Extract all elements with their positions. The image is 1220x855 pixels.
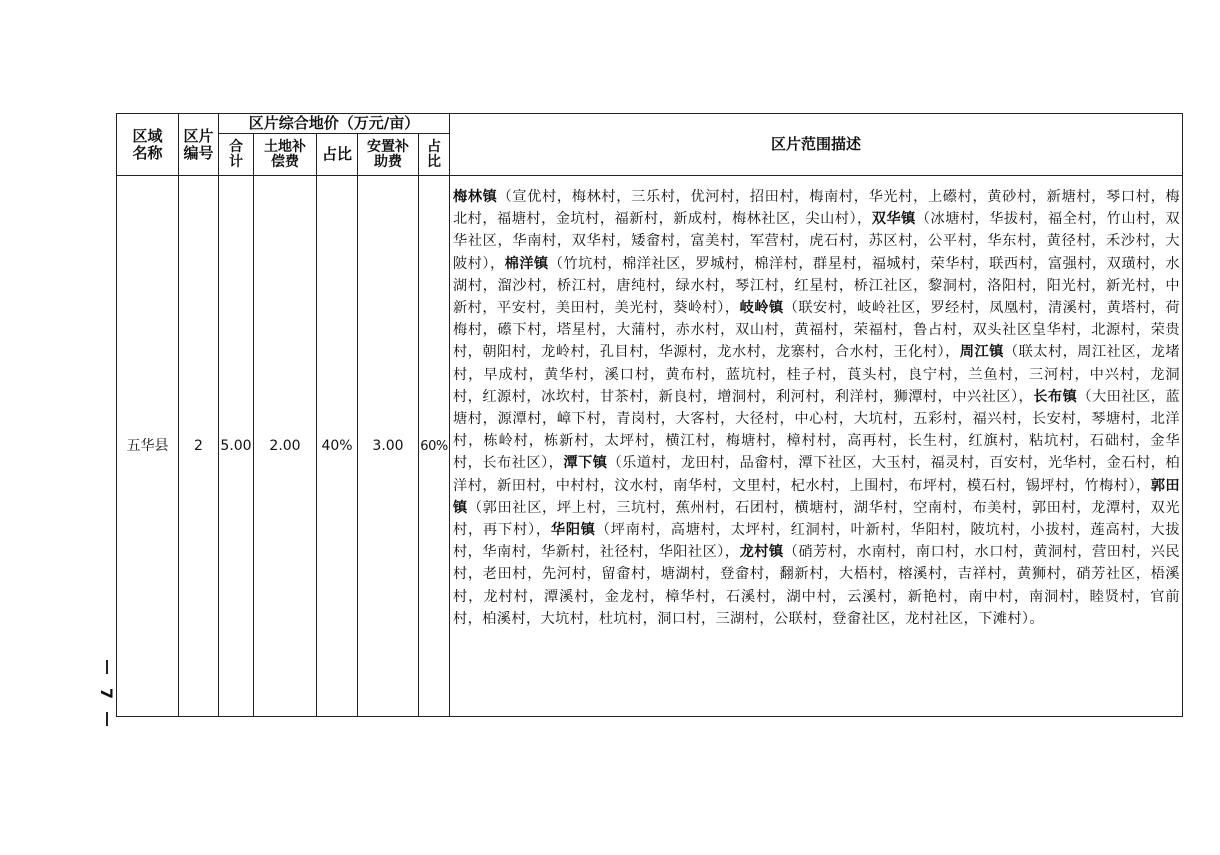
- header-resettlement-ratio: 占比: [419, 134, 450, 176]
- header-description: 区片范围描述: [450, 114, 1183, 176]
- town-villages: （乐道村，龙田村，品畲村，潭下社区，大玉村，福灵村，百安村，光华村，金石村，柏洋村，新田村，中村村，汶水村，南华村，文里村，杞水村，上围村，布坪村，模石村，锡坪村，竹梅村），: [453, 455, 1181, 494]
- town-villages: （冰塘村，华拔村，福全村，竹山村，双华社区，华南村，双华村，矮畲村，富美村，军营村，虎石村，苏区村，公平村，华东村，黄径村，禾沙村，大陂村），: [453, 211, 1181, 272]
- land-price-table: [116, 113, 1183, 717]
- header-zone-number: 区片编号: [179, 114, 219, 176]
- town-name: 长布镇: [1033, 388, 1078, 405]
- town-villages: （联太村，周江社区，龙堵村，早成村，黄华村，溪口村，黄布村，蓝坑村，桂子村，莨头村，良宁村，兰鱼村，三河村，中兴村，龙洞村，红源村，冰坎村，甘茶村，新良村，增洞村，利河村，利洋村，狮潭村，中兴社区），: [453, 344, 1180, 405]
- page-dash-bottom: [106, 712, 108, 726]
- town-villages: （宣优村，梅林村，三乐村，优河村，招田村，梅南村，华光村，上礤村，黄砂村，新塘村，琴口村，梅北村，福塘村，金坑村，福新村，新成村，梅林社区，尖山村），: [453, 189, 1180, 228]
- cell-description: [450, 176, 1183, 717]
- town-villages: （郭田社区，坪上村，三坑村，蕉州村，石团村，横塘村，湖华村，空南村，布美村，郭田村，龙潭村，双光村，再下村），: [453, 499, 1180, 539]
- town-villages: （竹坑村，棉洋社区，罗城村，棉洋村，群星村，福城村，荣华村，联西村，富强村，双璜村，水湖村，溜沙村，桥江村，唐纯村，绿水村，琴江村，红星村，桥江社区，黎洞村，洛阳村，阳光村，新光村，中新村，平安村，美田村，美光村，葵岭村），: [453, 255, 1180, 317]
- cell-total: 5.00: [219, 176, 254, 717]
- header-total: 合计: [219, 134, 254, 176]
- town-name: 周江镇: [959, 344, 1004, 361]
- header-land-compensation: 土地补偿费: [254, 134, 317, 176]
- page-dash-top: [106, 660, 108, 674]
- cell-land-comp: 2.00: [254, 176, 317, 717]
- town-name: 双华镇: [871, 211, 916, 228]
- cell-region: 五华县: [117, 176, 179, 717]
- town-name: 龙村镇: [739, 544, 784, 561]
- cell-resettle-ratio: 60%: [419, 176, 450, 717]
- town-villages: （大田社区，蓝塘村，源潭村，嶂下村，青岗村，大客村，大径村，中心村，大坑村，五彩村，福兴村，长安村，琴塘村，北洋村，栋岭村，栋新村，太坪村，横江村，梅塘村，樟村村，高再村，长生村，红旗村，粘坑村，石础村，金华村，长布社区），: [453, 388, 1181, 472]
- page-number-text: 7: [97, 687, 117, 699]
- cell-land-ratio: 40%: [317, 176, 358, 717]
- town-name: 棉洋镇: [504, 255, 549, 272]
- town-villages: （联安村，岐岭社区，罗经村，凤凰村，清溪村，黄塔村，荷梅村，礤下村，塔星村，大蒲村，赤水村，双山村，黄福村，荣福村，鲁占村，双头社区皇华村，北源村，荣贵村，朝阳村，龙岭村，孔目村，华源村，龙水村，龙寨村，合水村，王化村），: [453, 300, 1181, 361]
- town-name: 梅林镇: [453, 189, 498, 205]
- page-number: [97, 660, 117, 726]
- town-villages: （坪南村，高塘村，太坪村，红洞村，叶新村，华阳村，陂坑村，小拔村，莲高村，大拔村，华南村，华新村，社径村，华阳社区），: [453, 522, 1180, 561]
- town-name: 华阳镇: [550, 522, 596, 539]
- header-region-name: 区域名称: [117, 114, 179, 176]
- town-name: 郭田镇: [453, 477, 1180, 516]
- town-villages: （硝芳村，水南村，南口村，水口村，黄洞村，营田村，兴民村，老田村，先河村，留畲村，塘湖村，登畲村，翻新村，大梧村，榕溪村，吉祥村，黄狮村，硝芳社区，梧溪村，龙村村，潭溪村，金龙村，樟华村，石溪村，湖中村，云溪村，新艳村，南中村，南洞村，睦贤村，官前村，柏溪村，大坑村，杜坑村，洞口村，三湖村，公联村，登畲社区，龙村社区，下滩村）。: [453, 544, 1181, 627]
- header-land-price-group: 区片综合地价（万元/亩）: [219, 114, 450, 134]
- cell-zone: 2: [179, 176, 219, 717]
- town-name: 潭下镇: [563, 455, 608, 472]
- town-name: 岐岭镇: [739, 300, 784, 317]
- header-resettlement: 安置补助费: [358, 134, 419, 176]
- header-land-ratio: 占比: [317, 134, 358, 176]
- cell-resettle: 3.00: [358, 176, 419, 717]
